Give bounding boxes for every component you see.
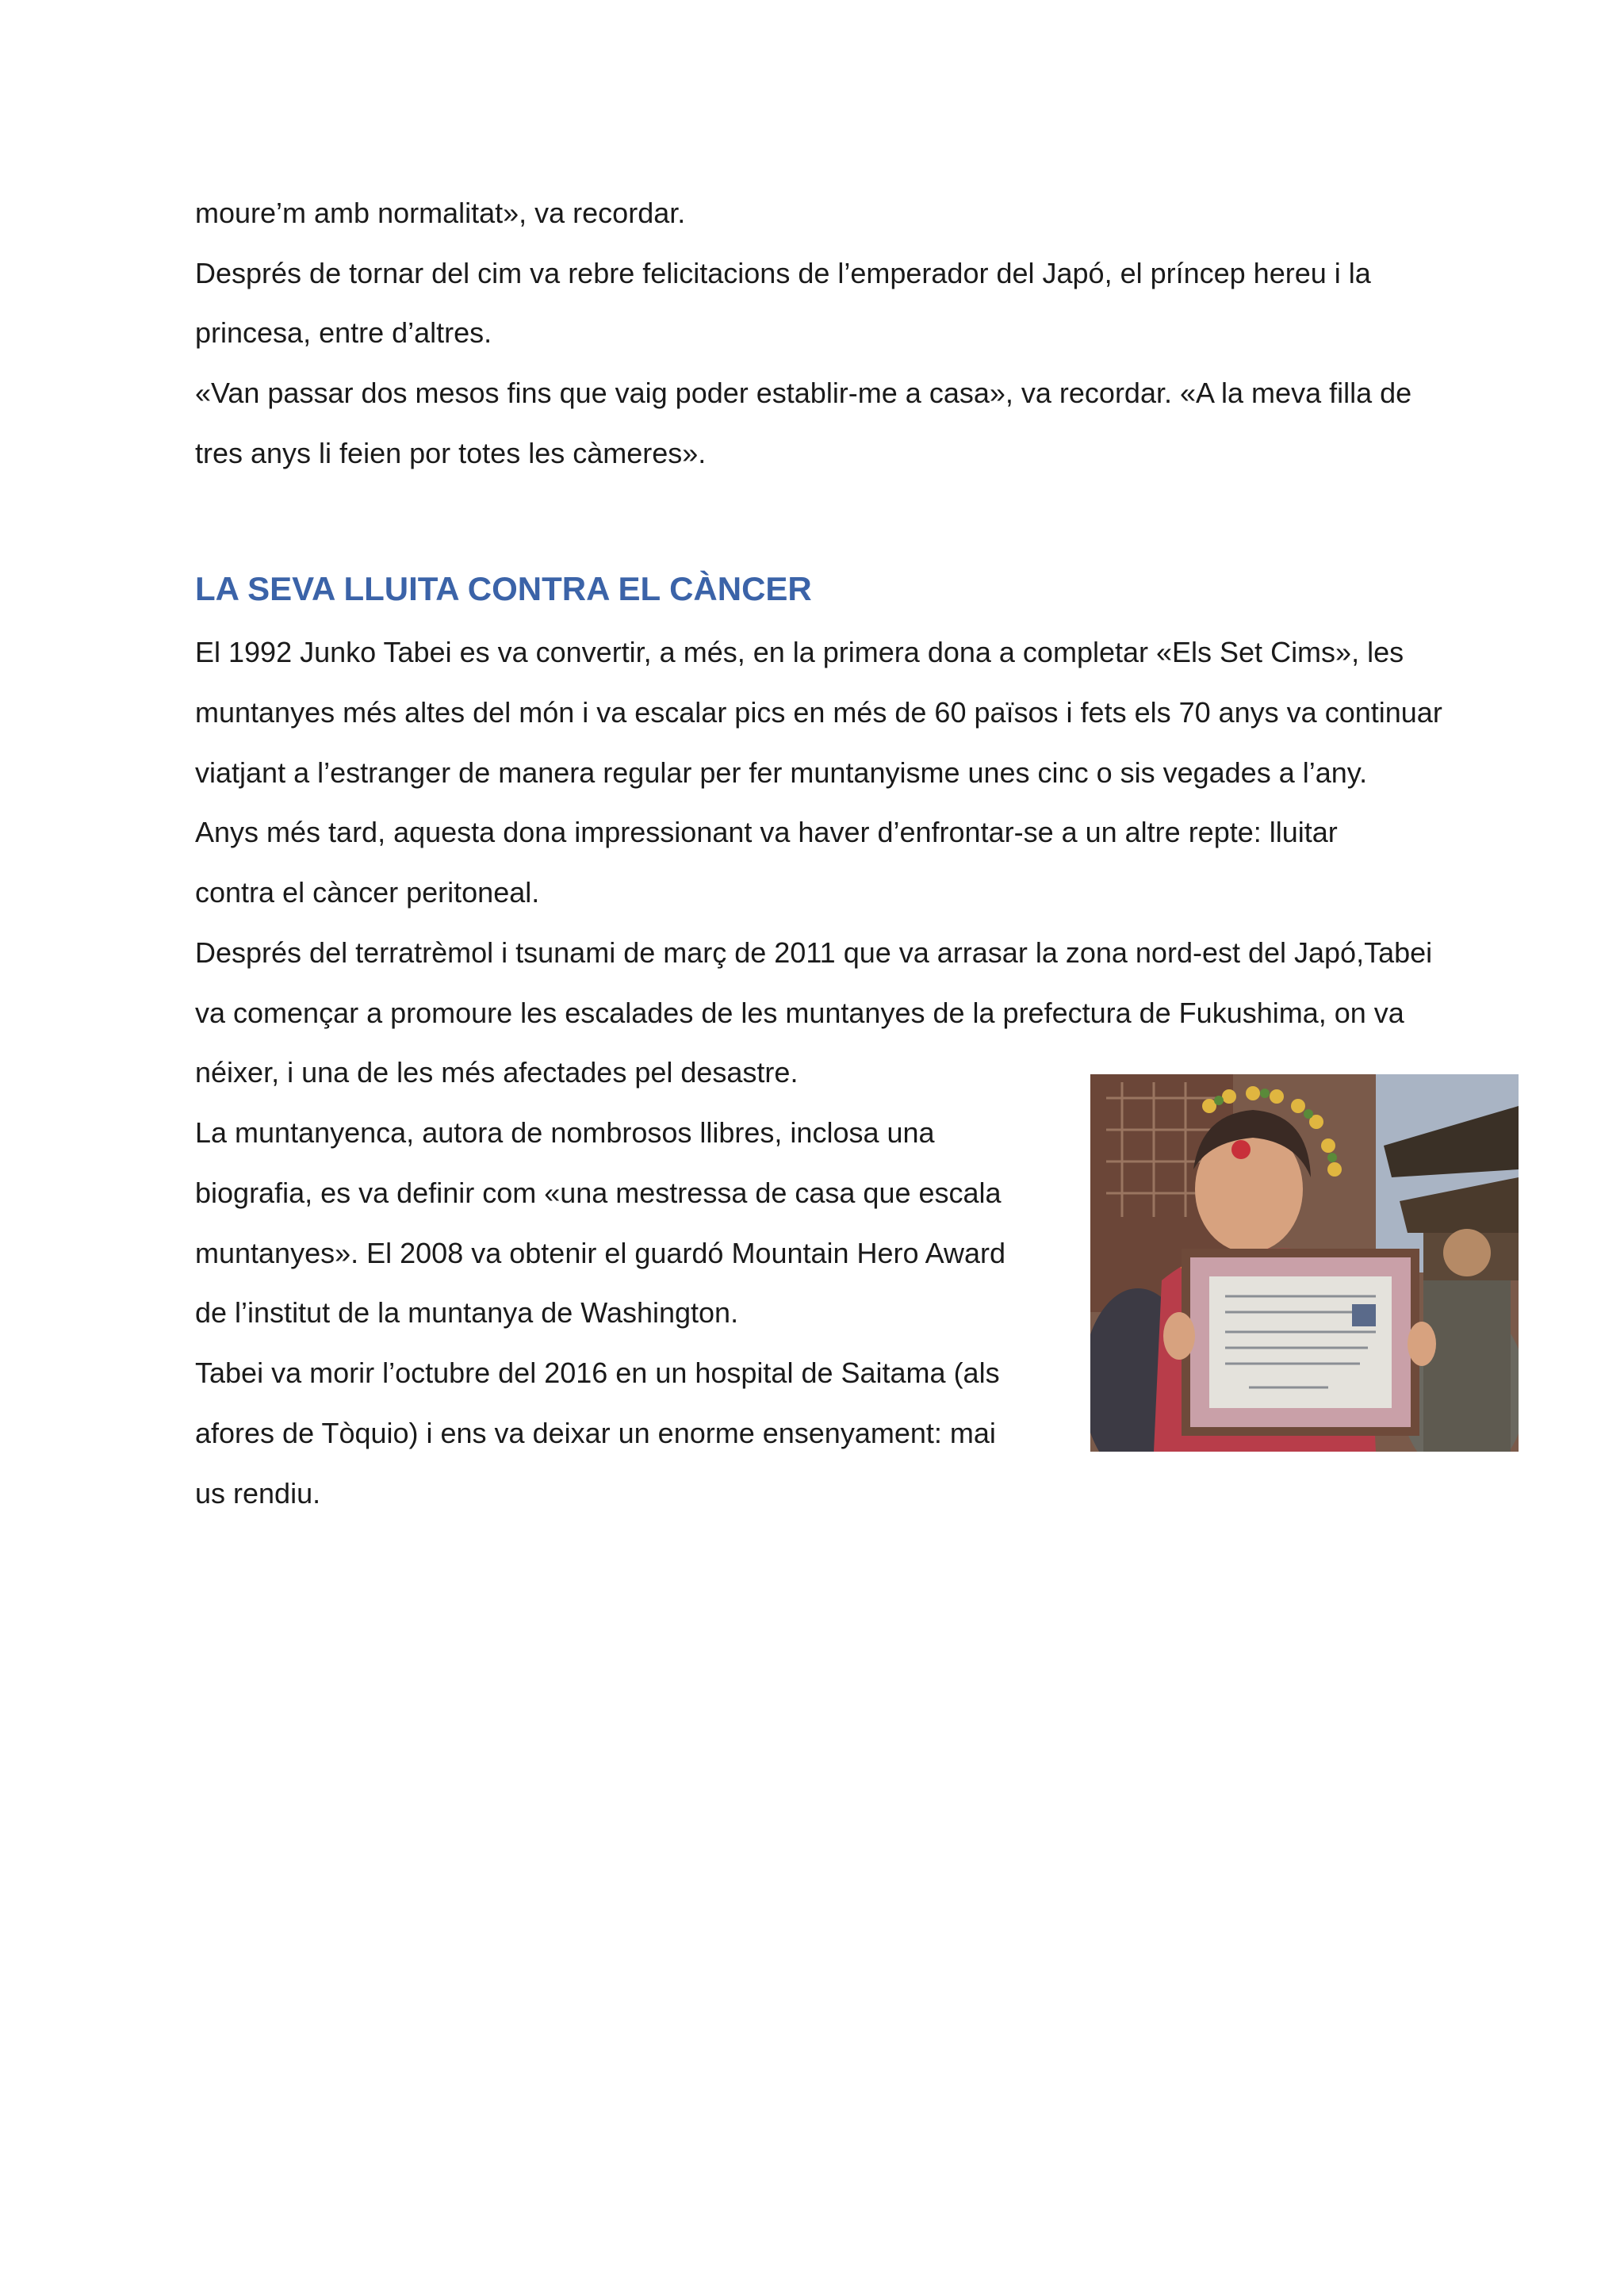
paragraph-line: us rendiu. — [195, 1477, 321, 1510]
paragraph-line: viatjant a l’estranger de manera regular per fer muntanyisme unes cinc o sis vegades a l’any. — [195, 756, 1368, 789]
paragraph-line: biografia, es va definir com «una mestressa de casa que escala — [195, 1177, 1002, 1209]
paragraph-line: El 1992 Junko Tabei es va convertir, a més, en la primera dona a completar «Els Set Cims», les — [195, 636, 1404, 668]
paragraph-line: princesa, entre d’altres. — [195, 316, 492, 349]
section-heading: LA SEVA LLUITA CONTRA EL CÀNCER — [195, 570, 812, 607]
paragraph-line: Anys més tard, aquesta dona impressionant va haver d’enfrontar-se a un altre repte: lluitar — [195, 816, 1338, 848]
paragraph-line: muntanyes més altes del món i va escalar pics en més de 60 països i fets els 70 anys va continuar — [195, 696, 1442, 729]
paragraph-line: Tabei va morir l’octubre del 2016 en un hospital de Saitama (als — [195, 1357, 1000, 1389]
paragraph-line: contra el càncer peritoneal. — [195, 876, 540, 909]
photo-woman-holding-certificate — [1090, 1074, 1519, 1452]
paragraph-line: Després del terratrèmol i tsunami de març de 2011 que va arrasar la zona nord-est del Japó,Tabei — [195, 936, 1433, 969]
paragraph-line: afores de Tòquio) i ens va deixar un enorme ensenyament: mai — [195, 1417, 996, 1449]
paragraph-line: néixer, i una de les més afectades pel desastre. — [195, 1056, 799, 1089]
paragraph-line: va començar a promoure les escalades de les muntanyes de la prefectura de Fukushima, on va — [195, 997, 1404, 1029]
paragraph-line: tres anys li feien por totes les càmeres». — [195, 437, 707, 469]
paragraph-line: de l’institut de la muntanya de Washington. — [195, 1296, 739, 1329]
paragraph-line: La muntanyenca, autora de nombrosos llibres, inclosa una — [195, 1116, 935, 1149]
paragraph-line: moure’m amb normalitat», va recordar. — [195, 197, 686, 229]
paragraph-line: muntanyes». El 2008 va obtenir el guardó Mountain Hero Award — [195, 1237, 1005, 1269]
paragraph-line: «Van passar dos mesos fins que vaig poder establir-me a casa», va recordar. «A la meva filla de — [195, 377, 1412, 409]
paragraph-line: Després de tornar del cim va rebre felicitacions de l’emperador del Japó, el príncep hereu i la — [195, 257, 1371, 289]
